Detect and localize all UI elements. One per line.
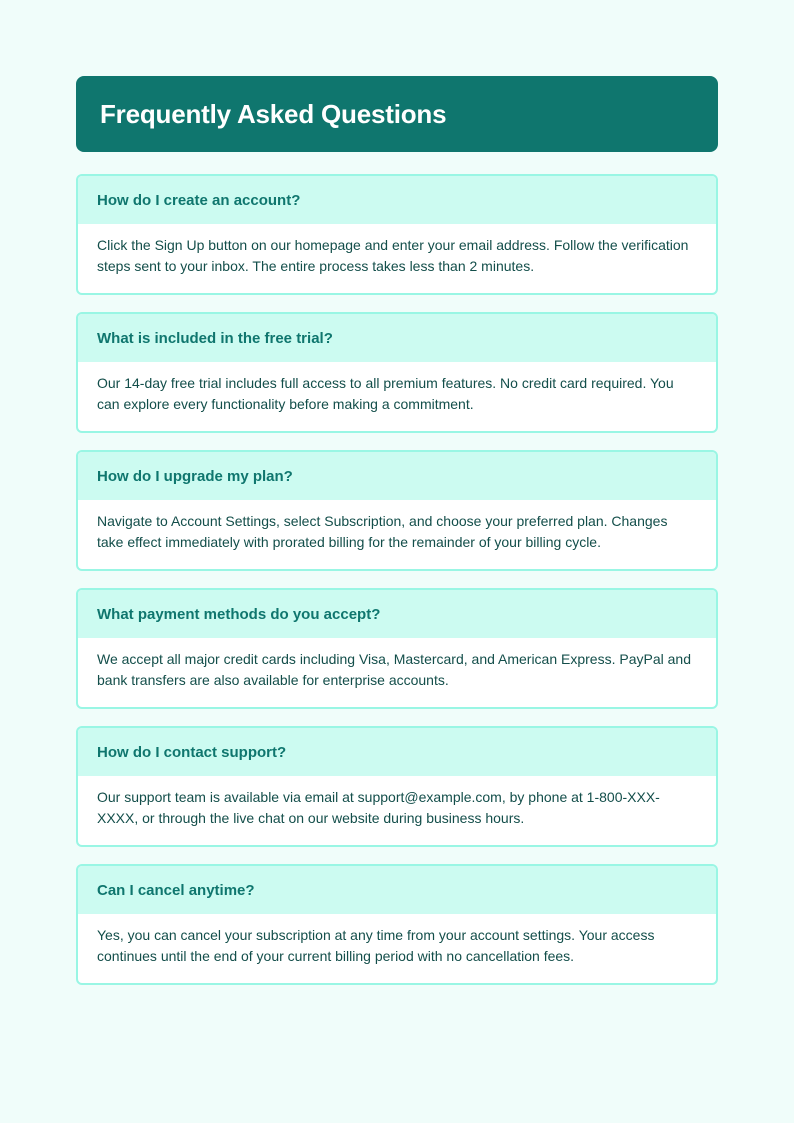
faq-answer: We accept all major credit cards including Visa, Mastercard, and American Express. PayPal and bank transfers are also available for enterprise accounts. — [97, 651, 691, 688]
faq-question[interactable]: What payment methods do you accept? — [78, 590, 716, 638]
faq-answer: Click the Sign Up button on our homepage and enter your email address. Follow the verification steps sent to your inbox. The entire process takes less than 2 minutes. — [97, 237, 689, 274]
faq-question[interactable]: How do I upgrade my plan? — [78, 452, 716, 500]
faq-question[interactable]: Can I cancel anytime? — [78, 866, 716, 914]
faq-answer: Navigate to Account Settings, select Subscription, and choose your preferred plan. Changes take effect immediately with prorated billing for the remainder of your billing cycle. — [97, 513, 668, 550]
faq-question[interactable]: What is included in the free trial? — [78, 314, 716, 362]
faq-item — [76, 174, 718, 295]
faq-answer: Our support team is available via email at support@example.com, by phone at 1-800-XXX-XXXX, or through the live chat on our website during business hours. — [97, 789, 660, 826]
faq-item — [76, 312, 718, 433]
faq-item — [76, 864, 718, 985]
page-header — [76, 76, 718, 152]
faq-page — [76, 76, 718, 985]
faq-question[interactable]: How do I create an account? — [78, 176, 716, 224]
faq-item — [76, 588, 718, 709]
faq-answer: Our 14-day free trial includes full access to all premium features. No credit card required. You can explore every functionality before making a commitment. — [97, 375, 674, 412]
faq-question[interactable]: How do I contact support? — [78, 728, 716, 776]
faq-item — [76, 726, 718, 847]
faq-item — [76, 450, 718, 571]
page-title: Frequently Asked Questions — [100, 98, 447, 129]
faq-answer: Yes, you can cancel your subscription at any time from your account settings. Your access continues until the end of your current billing period with no cancellation fees. — [97, 927, 655, 964]
